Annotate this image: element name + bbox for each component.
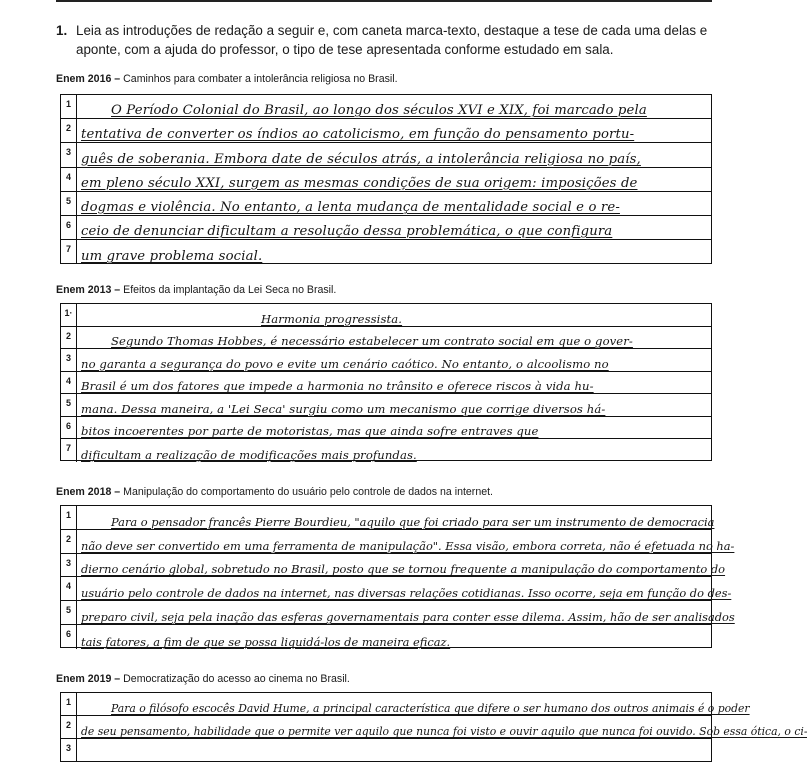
essay-caption-2016 (56, 73, 398, 85)
essay-line (61, 554, 726, 578)
essay-line (61, 417, 711, 440)
line-number: 3 (61, 739, 77, 762)
essay-topic: Democratização do acesso ao cinema no Brasil. (123, 673, 350, 685)
essay-topic: Caminhos para combater a intolerância religiosa no Brasil. (123, 73, 398, 85)
line-number: 3 (61, 349, 77, 371)
line-number: 4 (61, 577, 77, 600)
essay-line (61, 693, 750, 716)
line-number: 1· (61, 304, 77, 326)
top-divider (56, 0, 712, 2)
handwritten-text: ceio de denunciar dificultam a resolução dessa problemática, o que configura (81, 224, 613, 240)
essay-year: Enem 2018 – (56, 486, 121, 498)
handwritten-text: em pleno século XXI, surgem as mesmas condições de sua origem: imposições de (81, 175, 638, 191)
question-text: Leia as introduções de redação a seguir e, com caneta marca-texto, destaque a tese de cada uma delas e aponte, com a ajuda do professor, o tipo de tese apresentada conforme estudado em sala. (76, 23, 708, 57)
line-number: 2 (61, 327, 77, 349)
essay-line (61, 394, 711, 417)
essay-topic: Manipulação do comportamento do usuário pelo controle de dados na internet. (123, 486, 494, 498)
handwritten-text: Segundo Thomas Hobbes, é necessário estabelecer um contrato social em que o gover- (111, 334, 633, 348)
essay-year: Enem 2016 – (56, 73, 121, 85)
handwritten-text: no garanta a segurança do povo e evite um cenário caótico. No entanto, o alcoolismo no (81, 356, 609, 371)
line-number: 1 (61, 506, 77, 529)
essay-topic: Efeitos da implantação da Lei Seca no Brasil. (123, 284, 337, 296)
line-number: 6 (61, 417, 77, 439)
handwritten-text: usuário pelo controle de dados na internet, nas diversas relações cotidianas. Isso ocorre, seja em função do des- (81, 586, 732, 601)
essay-sheet-2016 (60, 94, 712, 264)
essay-line (61, 240, 711, 264)
essay-title: Harmonia progressista. (261, 311, 403, 326)
line-number: 3 (61, 554, 77, 577)
line-number: 4 (61, 372, 77, 394)
line-number: 7 (61, 240, 77, 264)
handwritten-text: tais fatores, a fim de que se possa liquidá-los de maneira eficaz. (81, 634, 451, 649)
handwritten-text: O Período Colonial do Brasil, ao longo dos séculos XVI e XIX, foi marcado pela (111, 103, 647, 119)
essay-line (61, 304, 711, 327)
handwritten-text: de seu pensamento, habilidade que o permite ver aquilo que nunca foi visto e ouvir aquilo que nunca foi ouvido. Sob essa ótica, o ci- (81, 725, 807, 738)
essay-line (61, 327, 711, 350)
question-1 (56, 21, 716, 59)
essay-line (61, 530, 735, 554)
line-number: 2 (61, 530, 77, 553)
essay-line (61, 716, 807, 739)
essay-sheet-2013 (60, 303, 712, 461)
essay-line (61, 119, 711, 143)
line-number: 2 (61, 119, 77, 142)
essay-caption-2019 (56, 673, 350, 685)
essay-sheet-2018 (60, 505, 735, 649)
essay-line (61, 168, 711, 192)
essay-line (61, 95, 711, 119)
handwritten-text: um grave problema social. (81, 249, 263, 265)
essay-year: Enem 2019 – (56, 673, 121, 685)
essay-line (61, 739, 711, 762)
line-number: 2 (61, 716, 77, 738)
essay-line (61, 372, 711, 395)
handwritten-text: Para o filósofo escocês David Hume, a principal característica que difere o ser humano dos outros animais é o poder (111, 702, 750, 715)
line-number: 4 (61, 168, 77, 191)
essay-line (61, 143, 711, 167)
handwritten-text: bitos incoerentes por parte de motoristas, mas que ainda sofre entraves que (81, 424, 539, 438)
line-number: 5 (61, 394, 77, 416)
handwritten-text: não deve ser convertido em uma ferramenta de manipulação". Essa visão, embora correta, não é efetuada no ha- (81, 538, 735, 553)
handwritten-text: dierno cenário global, sobretudo no Brasil, posto que se tornou frequente a manipulação do comportamento do (81, 562, 726, 577)
handwritten-text: tentativa de converter os índios ao catolicismo, em função do pensamento portu- (81, 127, 635, 143)
line-number: 1 (61, 693, 77, 715)
question-number: 1. (56, 23, 68, 38)
line-number: 5 (61, 601, 77, 624)
essay-line (61, 349, 711, 372)
line-number: 7 (61, 439, 77, 462)
handwritten-text: Brasil é um dos fatores que impede a harmonia no trânsito e oferece riscos à vida hu- (81, 379, 594, 393)
essay-line (61, 192, 711, 216)
essay-caption-2018 (56, 486, 493, 498)
line-number: 3 (61, 143, 77, 166)
essay-line (61, 216, 711, 240)
handwritten-text: preparo civil, seja pela inação das esferas governamentais para conter esse dilema. Assim, hão de ser analisados (81, 609, 735, 624)
handwritten-text: Para o pensador francês Pierre Bourdieu, "aquilo que foi criado para ser um instrumento de democracia (111, 514, 715, 529)
handwritten-text: dificultam a realização de modificações mais profundas. (81, 447, 417, 462)
essay-sheet-2019 (60, 692, 807, 762)
essay-line (61, 506, 715, 530)
handwritten-text: mana. Dessa maneira, a 'Lei Seca' surgiu como um mecanismo que corrige diversos há- (81, 401, 606, 416)
line-number: 6 (61, 625, 77, 649)
essay-line (61, 439, 711, 462)
handwritten-text: dogmas e violência. No entanto, a lenta mudança de mentalidade social e o re- (81, 199, 620, 215)
essay-line (61, 625, 711, 649)
essay-year: Enem 2013 – (56, 284, 121, 296)
line-number: 1 (61, 95, 77, 118)
essay-line (61, 601, 735, 625)
essay-caption-2013 (56, 284, 336, 296)
handwritten-text: guês de soberania. Embora date de séculos atrás, a intolerância religiosa no país, (81, 151, 641, 167)
line-number: 5 (61, 192, 77, 215)
essay-line (61, 577, 732, 601)
line-number: 6 (61, 216, 77, 239)
